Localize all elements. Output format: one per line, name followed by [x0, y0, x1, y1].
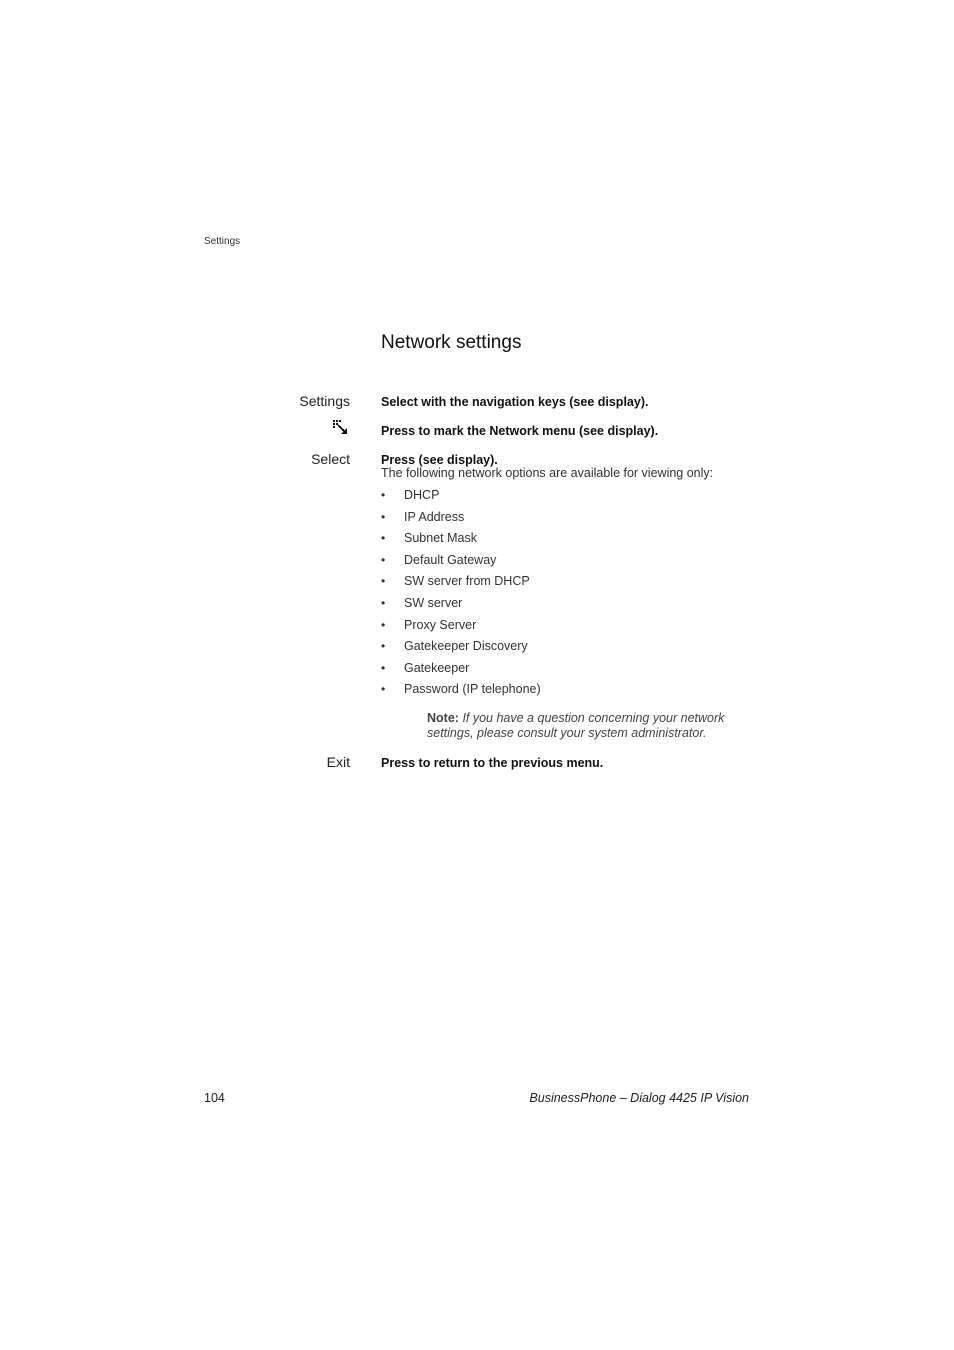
key-label-select: Select — [311, 451, 350, 467]
bullet: • — [381, 574, 386, 589]
page-number: 104 — [204, 1091, 225, 1105]
option-label: Subnet Mask — [404, 531, 477, 546]
list-item — [381, 507, 541, 529]
list-item — [381, 571, 541, 593]
option-label: SW server — [404, 595, 463, 610]
bullet: • — [381, 660, 386, 675]
list-item — [381, 528, 541, 550]
bullet: • — [381, 488, 386, 502]
list-item — [381, 658, 541, 680]
note-text: If you have a question concerning your network settings, please consult your system administrator. — [427, 711, 725, 740]
list-item — [381, 593, 541, 615]
options-description: The following network options are available for viewing only: — [381, 466, 714, 480]
list-item — [381, 636, 541, 658]
list-item — [381, 679, 541, 701]
option-label: DHCP — [404, 488, 440, 502]
instruction-settings: Select with the navigation keys (see display). — [381, 395, 649, 409]
key-label-exit: Exit — [326, 754, 350, 770]
bullet: • — [381, 531, 386, 546]
page-title: Network settings — [381, 332, 522, 353]
running-header-section: Settings — [204, 236, 241, 247]
key-label-settings: Settings — [299, 393, 350, 409]
bullet: • — [381, 552, 386, 567]
list-item — [381, 615, 541, 637]
instruction-exit: Press to return to the previous menu. — [381, 756, 604, 770]
bullet: • — [381, 682, 386, 697]
list-item — [381, 550, 541, 572]
instruction-navigation: Press to mark the Network menu (see display). — [381, 424, 659, 438]
option-label: Gatekeeper — [404, 660, 470, 675]
instruction-select: Press (see display). — [381, 453, 498, 467]
bullet: • — [381, 595, 386, 610]
list-item — [381, 485, 541, 507]
document-title: BusinessPhone – Dialog 4425 IP Vision — [529, 1091, 749, 1105]
bullet: • — [381, 509, 386, 524]
bullet: • — [381, 639, 386, 654]
option-label: Proxy Server — [404, 617, 477, 632]
bullet: • — [381, 617, 386, 632]
option-label: Default Gateway — [404, 552, 497, 567]
note-box — [427, 711, 747, 741]
option-label: Gatekeeper Discovery — [404, 639, 528, 654]
option-label: IP Address — [404, 509, 465, 524]
network-options-list — [381, 485, 541, 701]
navigation-arrow-icon — [331, 418, 351, 438]
option-label: SW server from DHCP — [404, 574, 530, 589]
note-label: Note: — [427, 711, 459, 725]
option-label: Password (IP telephone) — [404, 682, 541, 697]
